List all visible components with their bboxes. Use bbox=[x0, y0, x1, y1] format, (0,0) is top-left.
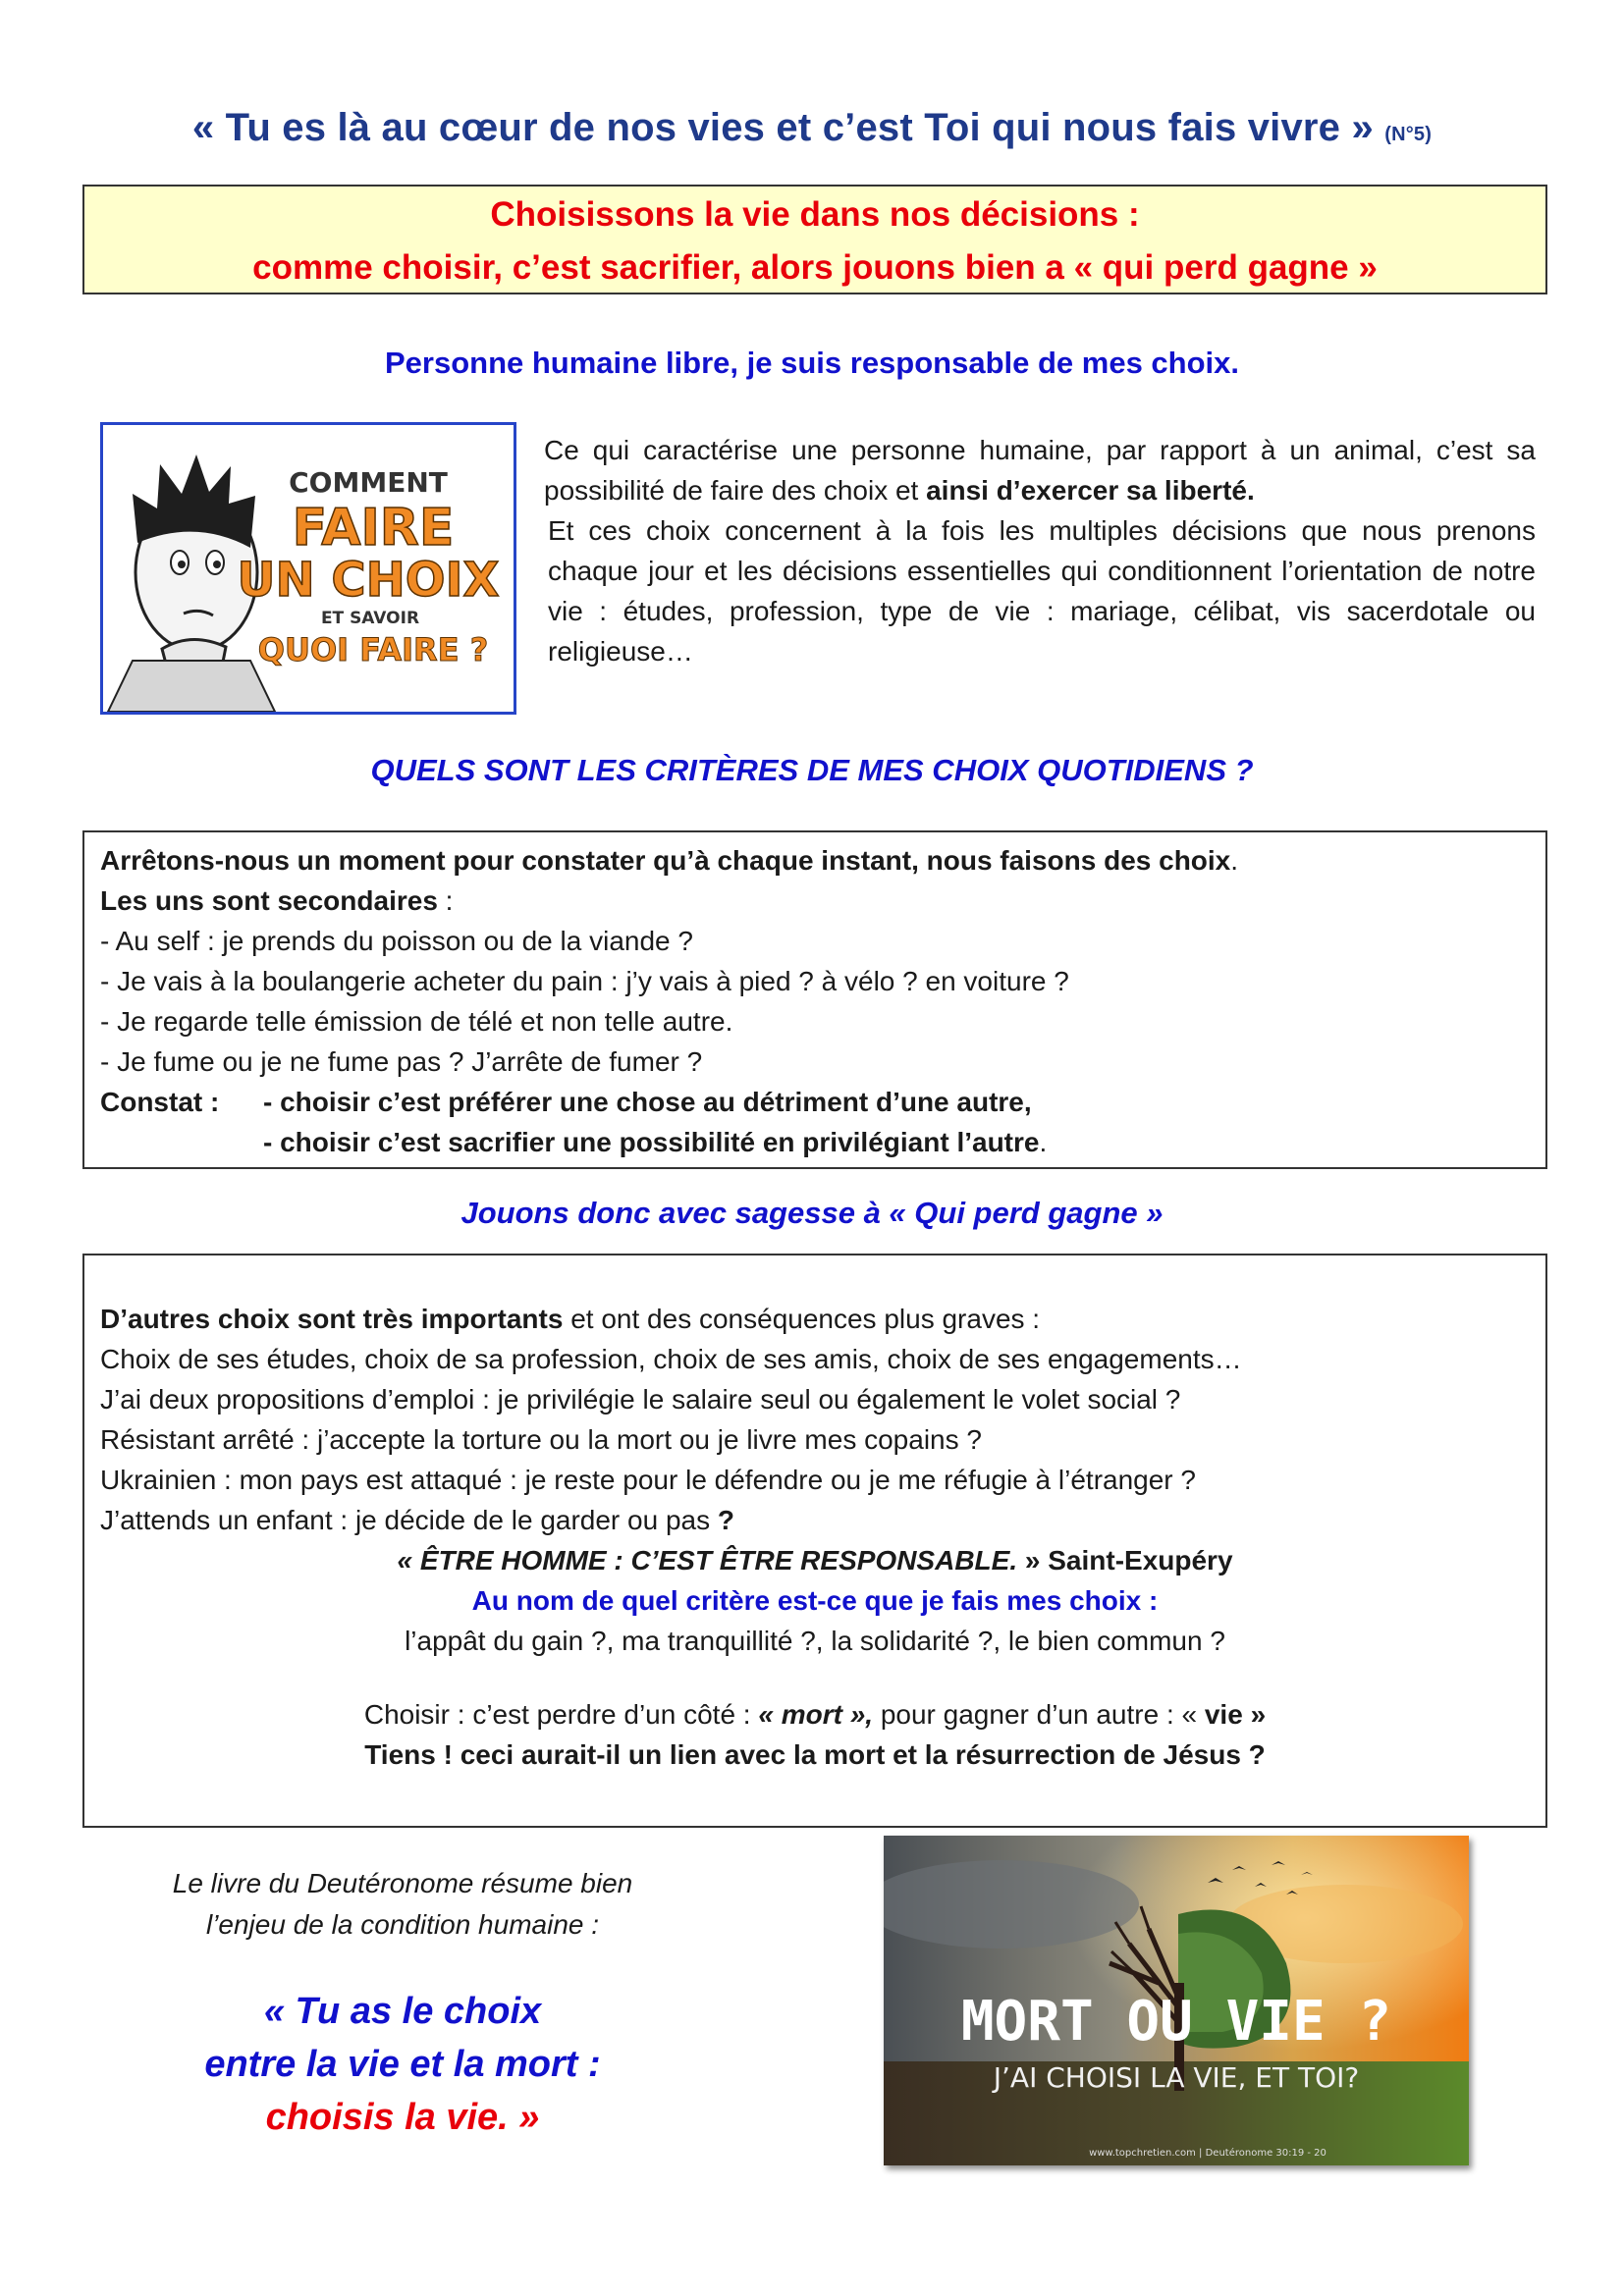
box1-line-1 bbox=[100, 840, 1530, 881]
deuteronome-quote bbox=[137, 1985, 668, 2144]
section-heading-qui-perd-gagne: Jouons donc avec sagesse à « Qui perd gagne » bbox=[460, 1196, 1164, 1230]
list-item: - Je fume ou je ne fume pas ? J’arrête de fumer ? bbox=[100, 1046, 703, 1077]
box2-line-1-end: et ont des conséquences plus graves : bbox=[563, 1304, 1041, 1334]
choisir-text-b: pour gagner d’un autre : « bbox=[873, 1699, 1205, 1730]
choisir-line bbox=[100, 1694, 1530, 1735]
box2-line-6-text: J’attends un enfant : je décide de le garder ou pas bbox=[100, 1505, 718, 1535]
mort-ou-vie-image bbox=[884, 1836, 1469, 2165]
intro-line-1: Le livre du Deutéronome résume bien bbox=[172, 1868, 633, 1898]
box1-line-1-bold: Arrêtons-nous un moment pour constater qu’à chaque instant, nous faisons des choix bbox=[100, 845, 1231, 876]
box2-line-6 bbox=[100, 1500, 1530, 1540]
mort-ou-vie-illustration bbox=[884, 1836, 1469, 2165]
box1-line-2-end: : bbox=[437, 885, 454, 916]
comment-faire-un-choix-image bbox=[100, 422, 516, 715]
box1-line-1-end: . bbox=[1230, 845, 1239, 876]
deuteronome-intro bbox=[137, 1863, 668, 1946]
box2-line-6-question: ? bbox=[717, 1505, 734, 1535]
constat-text-1: - choisir c’est préférer une chose au détriment d’une autre, bbox=[263, 1087, 1032, 1117]
critere-text: Au nom de quel critère est-ce que je fais mes choix bbox=[471, 1585, 1142, 1616]
constat-text-2-bold: - choisir c’est sacrifier une possibilité en privilégiant l’autre bbox=[263, 1127, 1040, 1157]
list-item: Ukrainien : mon pays est attaqué : je reste pour le défendre ou je me réfugie à l’étranger ? bbox=[100, 1465, 1196, 1495]
box2-line-1-bold: D’autres choix sont très importants bbox=[100, 1304, 564, 1334]
critere-question bbox=[100, 1580, 1530, 1621]
intro-para-1 bbox=[544, 430, 1536, 510]
intro-text-1: Ce qui caractérise une personne humaine, par rapport à un animal, c’est sa possibilité de faire des choix et bbox=[544, 435, 1536, 506]
intro-para-2: Et ces choix concernent à la fois les multiples décisions que nous prenons chaque jour et les décisions essentielles qui conditionnent l’orientation de notre vie : études, profession, type de vie : mariage, célibat, vis sacerdotale ou religieuse… bbox=[548, 515, 1536, 667]
box2-line-1 bbox=[100, 1299, 1530, 1339]
page-title bbox=[0, 106, 1624, 150]
quote-line-3: choisis la vie. » bbox=[265, 2097, 540, 2138]
constat-spacer bbox=[100, 1122, 263, 1162]
quote-line-1: « Tu as le choix bbox=[263, 1991, 542, 2032]
daily-choices-box bbox=[82, 830, 1547, 1169]
list-item: Choix de ses études, choix de sa profession, choix de ses amis, choix de ses engagements… bbox=[100, 1344, 1242, 1374]
section-heading-criteres: QUELS SONT LES CRITÈRES DE MES CHOIX QUOTIDIENS ? bbox=[370, 753, 1254, 787]
subtitle-line-1: Choisissons la vie dans nos décisions : bbox=[490, 195, 1140, 234]
image-word-un-choix: UN CHOIX bbox=[237, 553, 500, 608]
constat-text-2 bbox=[263, 1122, 1047, 1162]
image-subtitle: J’AI CHOISI LA VIE, ET TOI? bbox=[993, 2061, 1360, 2094]
saint-exupery-quote bbox=[100, 1540, 1530, 1580]
intro-text-bold: ainsi d’exercer sa liberté. bbox=[926, 475, 1255, 506]
image-title-mort-ou-vie: MORT OU VIE ? bbox=[960, 1990, 1392, 2054]
box1-line-2 bbox=[100, 881, 1530, 921]
intro-line-2: l’enjeu de la condition humaine : bbox=[205, 1909, 600, 1940]
section-heading-responsable: Personne humaine libre, je suis responsable de mes choix. bbox=[384, 346, 1240, 380]
critere-end: : bbox=[1141, 1585, 1159, 1616]
important-choices-box bbox=[82, 1254, 1547, 1828]
image-word-et-savoir: ET SAVOIR bbox=[320, 609, 420, 628]
intro-paragraph bbox=[544, 430, 1536, 671]
list-item: J’ai deux propositions d’emploi : je privilégie le salaire seul ou également le volet social ? bbox=[100, 1384, 1181, 1415]
quote-line-2: entre la vie et la mort : bbox=[204, 2044, 601, 2085]
subtitle-box bbox=[82, 185, 1547, 294]
subtitle-line-2: comme choisir, c’est sacrifier, alors jouons bien a « qui perd gagne » bbox=[252, 248, 1378, 287]
issue-number: (N°5) bbox=[1384, 124, 1433, 145]
image-word-faire: FAIRE bbox=[292, 499, 455, 558]
choisir-mort: « mort », bbox=[758, 1699, 874, 1730]
box1-line-2-bold: Les uns sont secondaires bbox=[100, 885, 438, 916]
list-item: - Je regarde telle émission de télé et non telle autre. bbox=[100, 1006, 733, 1037]
critere-options: l’appât du gain ?, ma tranquillité ?, la solidarité ?, le bien commun ? bbox=[405, 1626, 1225, 1656]
quote-author: » Saint-Exupéry bbox=[1017, 1545, 1233, 1575]
constat-row-2 bbox=[100, 1122, 1530, 1162]
spacer bbox=[100, 1661, 1530, 1694]
constat-row-1 bbox=[100, 1082, 1530, 1122]
image-caption: www.topchretien.com | Deutéronome 30:19 - 20 bbox=[1089, 2148, 1326, 2159]
title-text: « Tu es là au cœur de nos vies et c’est Toi qui nous fais vivre » bbox=[191, 106, 1374, 149]
image-word-comment: COMMENT bbox=[289, 466, 448, 499]
choisir-text-a: Choisir : c’est perdre d’un côté : bbox=[363, 1699, 759, 1730]
image-word-quoi-faire: QUOI FAIRE ? bbox=[257, 631, 489, 668]
list-item: Résistant arrêté : j’accepte la torture ou la mort ou je livre mes copains ? bbox=[100, 1424, 982, 1455]
constat-text-2-end: . bbox=[1039, 1127, 1048, 1157]
quote-text: « ÊTRE HOMME : C’EST ÊTRE RESPONSABLE. bbox=[397, 1545, 1018, 1575]
tiens-line: Tiens ! ceci aurait-il un lien avec la mort et la résurrection de Jésus ? bbox=[364, 1739, 1266, 1770]
cartoon-person-illustration bbox=[103, 425, 514, 712]
list-item: - Je vais à la boulangerie acheter du pain : j’y vais à pied ? à vélo ? en voiture ? bbox=[100, 966, 1069, 996]
choisir-vie: vie » bbox=[1204, 1699, 1267, 1730]
list-item: - Au self : je prends du poisson ou de la viande ? bbox=[100, 926, 693, 956]
constat-label: Constat : bbox=[100, 1087, 220, 1117]
